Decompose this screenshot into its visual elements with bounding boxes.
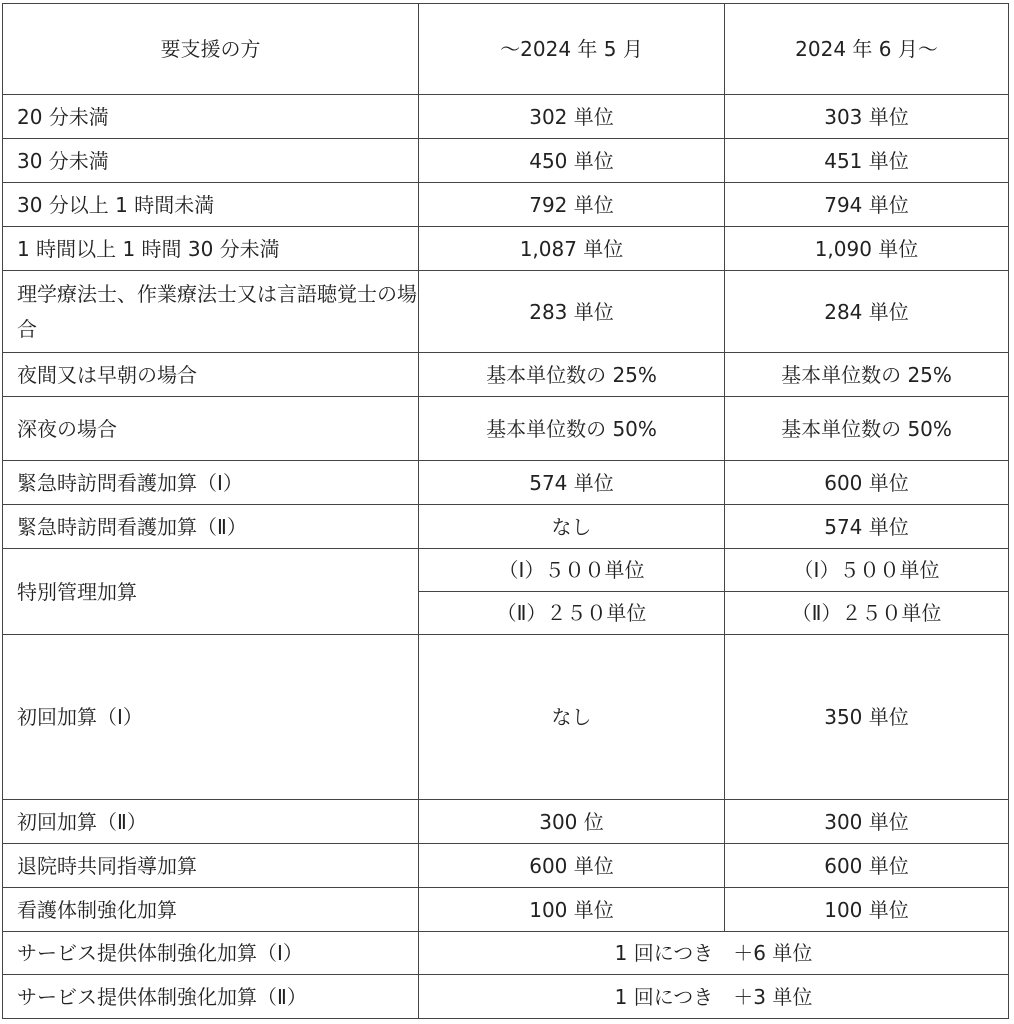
value-after: 1,090 単位 [725,227,1009,271]
value-after: 451 単位 [725,139,1009,183]
value-before: 600 単位 [419,844,725,888]
table-row [3,271,1009,353]
table-row [3,505,1009,549]
table-row [3,932,1009,975]
value-after: 300 単位 [725,800,1009,844]
row-label: 看護体制強化加算 [3,888,419,932]
row-label: 緊急時訪問看護加算（Ⅰ） [3,461,419,505]
row-label: 初回加算（Ⅱ） [3,800,419,844]
table-row [3,844,1009,888]
header-row [3,4,1009,95]
header-category: 要支援の方 [3,4,419,95]
table-row [3,227,1009,271]
row-label: サービス提供体制強化加算（Ⅰ） [3,932,419,975]
row-label: 特別管理加算 [3,549,419,635]
row-label: 退院時共同指導加算 [3,844,419,888]
table-row [3,549,1009,592]
value-after: 基本単位数の 25% [725,353,1009,397]
fee-comparison-table [2,3,1009,1019]
table-row [3,461,1009,505]
table-row [3,183,1009,227]
value-before: 450 単位 [419,139,725,183]
value-before: 283 単位 [419,271,725,353]
table-row [3,975,1009,1019]
value-after: 284 単位 [725,271,1009,353]
value-before: 基本単位数の 25% [419,353,725,397]
value-after: （Ⅰ）５００単位 [725,549,1009,592]
table-row [3,95,1009,139]
value-before: 574 単位 [419,461,725,505]
value-both: 1 回につき ＋3 単位 [419,975,1009,1019]
value-before: 792 単位 [419,183,725,227]
value-before: 基本単位数の 50% [419,397,725,461]
value-before: 1,087 単位 [419,227,725,271]
row-label: 30 分未満 [3,139,419,183]
value-before: 300 位 [419,800,725,844]
row-label: サービス提供体制強化加算（Ⅱ） [3,975,419,1019]
row-label: 深夜の場合 [3,397,419,461]
value-before: （Ⅰ）５００単位 [419,549,725,592]
row-label: 夜間又は早朝の場合 [3,353,419,397]
table-row [3,888,1009,932]
header-after-2024-06: 2024 年 6 月～ [725,4,1009,95]
value-both: 1 回につき ＋6 単位 [419,932,1009,975]
value-before: 100 単位 [419,888,725,932]
value-after: （Ⅱ）２５０単位 [725,592,1009,635]
row-label: 1 時間以上 1 時間 30 分未満 [3,227,419,271]
value-after: 303 単位 [725,95,1009,139]
table-row [3,800,1009,844]
value-before: なし [419,635,725,800]
value-after: 100 単位 [725,888,1009,932]
table-row [3,635,1009,800]
table-row [3,139,1009,183]
value-after: 600 単位 [725,461,1009,505]
row-label: 20 分未満 [3,95,419,139]
table-row [3,353,1009,397]
table-row [3,397,1009,461]
value-before: 302 単位 [419,95,725,139]
value-after: 350 単位 [725,635,1009,800]
value-after: 794 単位 [725,183,1009,227]
value-after: 600 単位 [725,844,1009,888]
row-label: 理学療法士、作業療法士又は言語聴覚士の場合 [3,271,419,353]
header-before-2024-06: ～2024 年 5 月 [419,4,725,95]
value-before: なし [419,505,725,549]
value-before: （Ⅱ）２５０単位 [419,592,725,635]
value-after: 574 単位 [725,505,1009,549]
row-label: 初回加算（Ⅰ） [3,635,419,800]
row-label: 30 分以上 1 時間未満 [3,183,419,227]
row-label: 緊急時訪問看護加算（Ⅱ） [3,505,419,549]
value-after: 基本単位数の 50% [725,397,1009,461]
